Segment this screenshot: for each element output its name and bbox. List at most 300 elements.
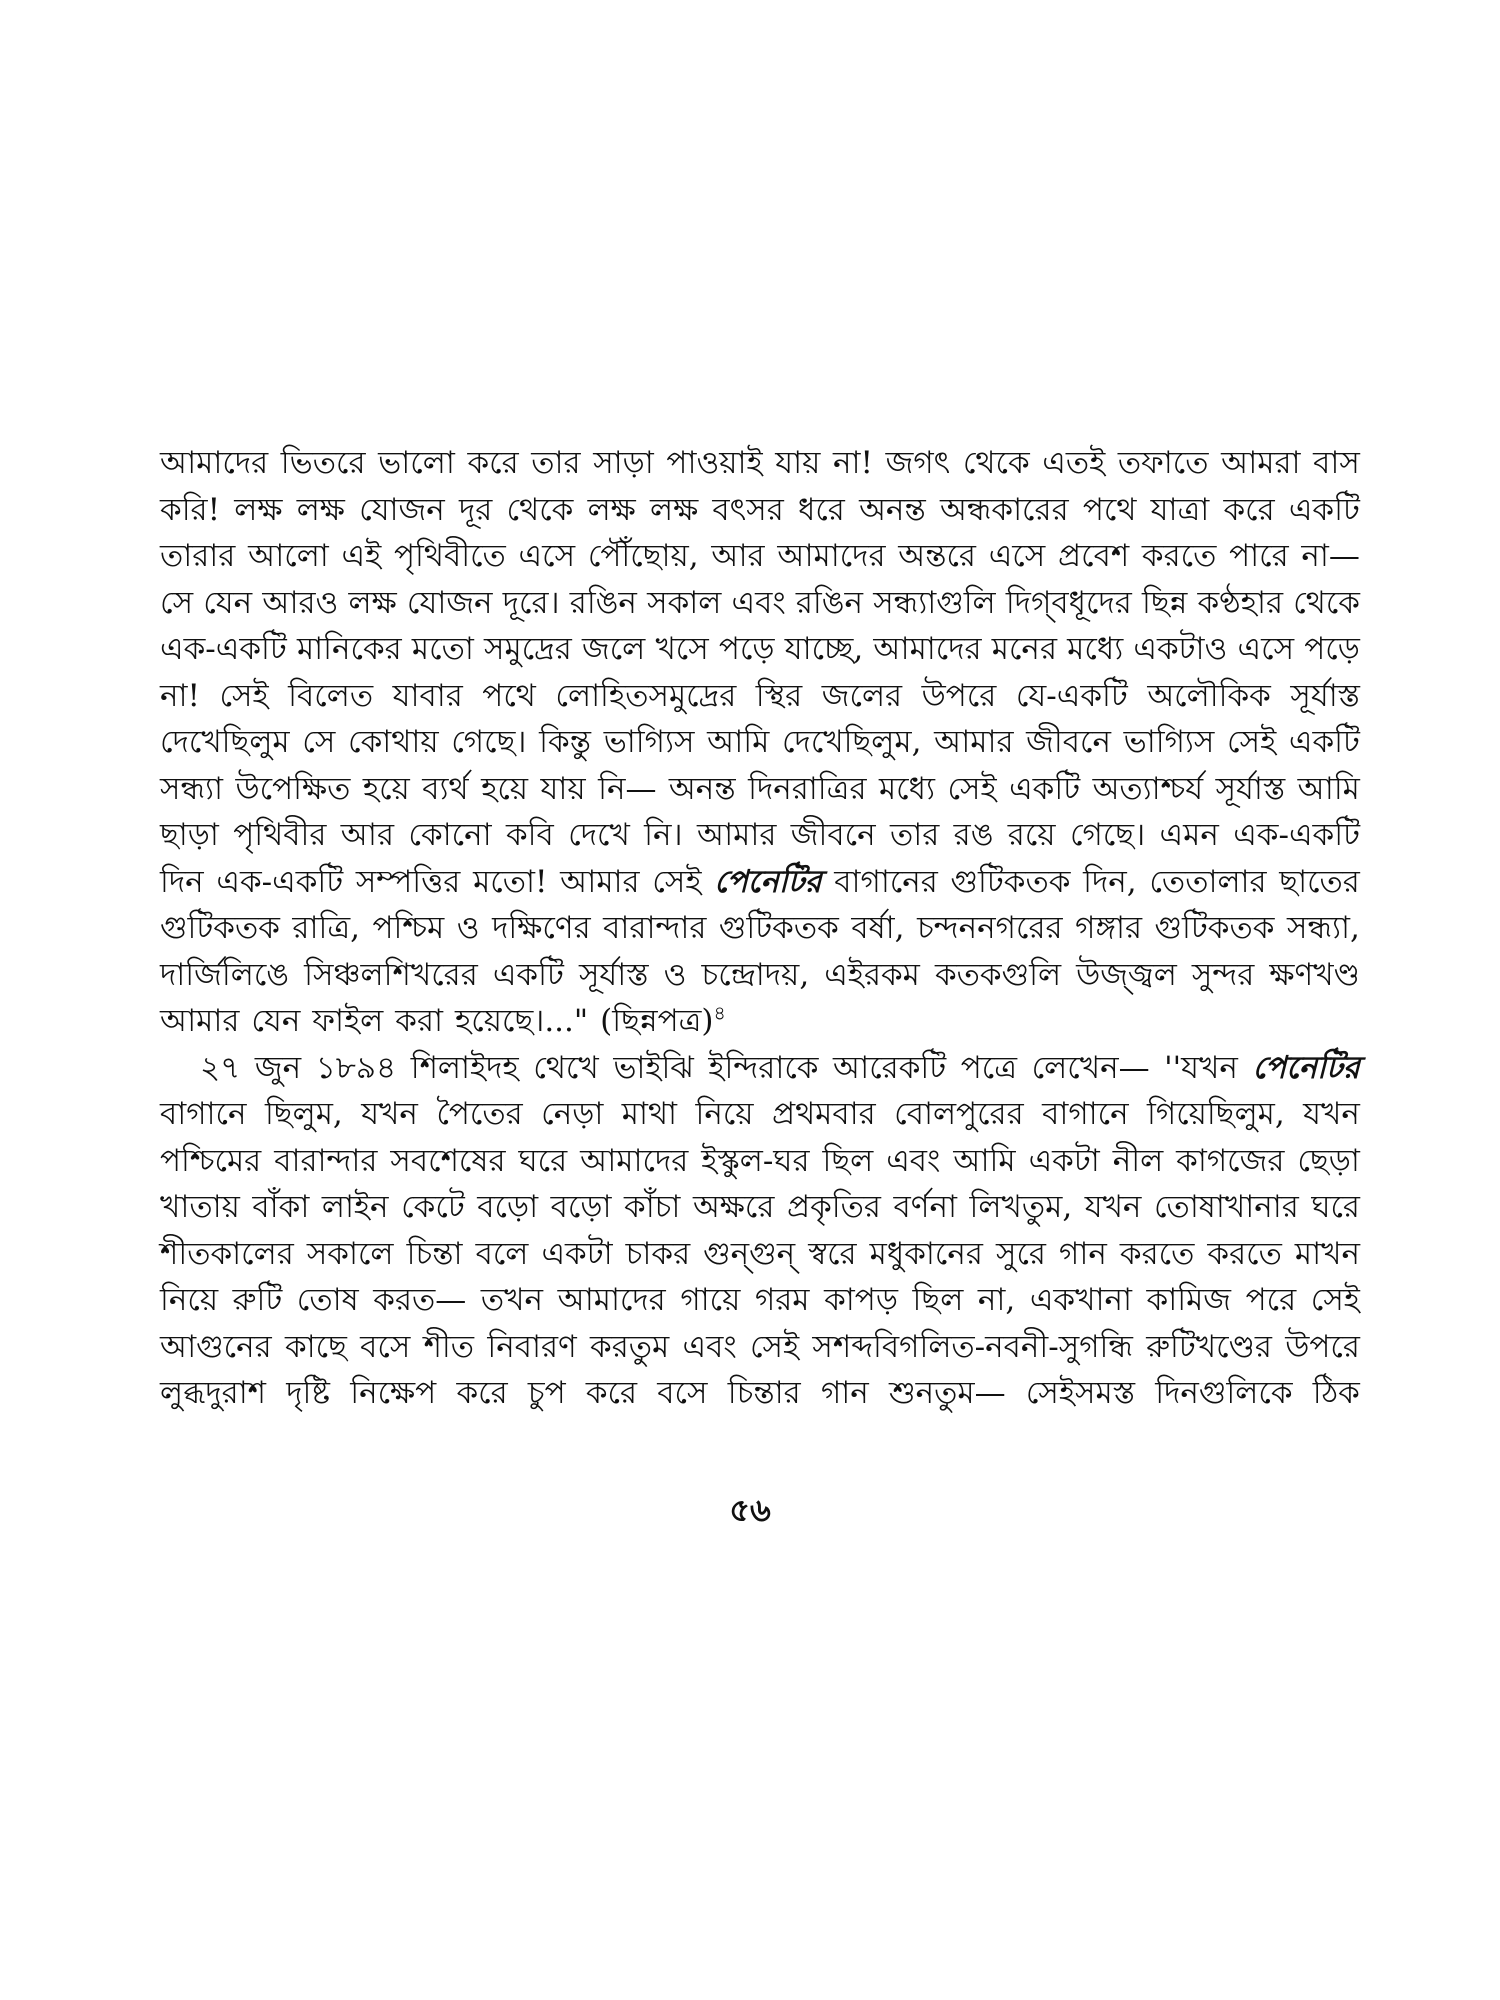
word: সন্ধ্যাগুলি	[873, 584, 996, 621]
word: তফাতে	[1117, 445, 1209, 481]
word: এবং	[731, 584, 786, 621]
word: যেন	[251, 1003, 301, 1039]
word: গুন্‌গুন্	[703, 1235, 796, 1272]
word: পাওয়াই	[666, 445, 763, 481]
word: এইরকম	[824, 956, 920, 993]
word: কেটে	[401, 1189, 465, 1225]
word: কাপড়	[824, 1282, 898, 1318]
word: মতো	[411, 631, 474, 667]
word: করে	[1223, 491, 1275, 528]
text-line	[160, 1138, 1360, 1185]
word: কোনো	[408, 817, 492, 853]
word: এবং	[682, 1328, 737, 1365]
word: ইন্দিরাকে	[708, 1049, 819, 1086]
word: গেছে।	[451, 724, 527, 760]
word: জলে	[581, 631, 646, 667]
word: যে-একটি	[1015, 677, 1128, 714]
word: নিয়ে	[160, 1282, 219, 1318]
word: কামিজ	[1146, 1282, 1232, 1318]
word: রুটি	[232, 1282, 283, 1318]
word: লক্ষ	[234, 491, 283, 528]
word: আরেকটি	[833, 1049, 947, 1086]
word: একটি	[1009, 770, 1081, 807]
word: কাঁচা	[624, 1189, 681, 1225]
word: যায়	[775, 445, 821, 481]
word: দেখেছিলুম,	[781, 724, 922, 760]
word: দূর	[459, 491, 493, 528]
text-line	[160, 626, 1360, 673]
text-line	[160, 905, 1360, 952]
word: থেকে	[1293, 584, 1360, 621]
text-line	[160, 1184, 1360, 1231]
word: বাগানে	[1042, 1096, 1129, 1132]
word: চাকর	[625, 1235, 691, 1272]
word: পরে	[1245, 1282, 1297, 1318]
word: না,	[977, 1282, 1016, 1318]
word: পৃথিবীতে	[393, 538, 506, 574]
text-line	[160, 1231, 1360, 1278]
word: মাখন	[1294, 1235, 1360, 1272]
word: সমুদ্রের	[484, 631, 572, 667]
word: আমি	[707, 724, 770, 760]
word: আমি	[953, 1142, 1016, 1179]
word: ছিলুম,	[264, 1096, 343, 1132]
word: দূরে।	[502, 584, 560, 621]
word: ছিল	[912, 1282, 964, 1318]
word: রুটিখণ্ডের	[1146, 1328, 1272, 1365]
word: ব্যর্থ	[422, 770, 469, 807]
page-number: ৫৬	[729, 1491, 771, 1529]
word: গিয়েছিলুম,	[1147, 1096, 1285, 1132]
word: একটি	[1288, 724, 1360, 760]
word: চুপ	[527, 1375, 566, 1411]
word: কিন্তু	[539, 724, 592, 760]
text-line	[160, 1370, 1360, 1417]
word: লক্ষ	[296, 491, 345, 528]
word: আমার	[160, 1003, 240, 1039]
word: পারে	[1229, 538, 1289, 574]
word: দিনরাত্রির	[748, 770, 867, 807]
word: বাগানের	[834, 863, 938, 900]
word: বসে	[360, 1328, 411, 1365]
word: উজ্জ্বল	[1076, 956, 1177, 993]
text-line	[160, 673, 1360, 720]
word: যোজন	[359, 491, 445, 528]
word: বৎসর	[712, 491, 784, 528]
word: থেকে	[506, 491, 574, 528]
word: রাত্রি,	[292, 910, 360, 946]
word: করি!	[160, 491, 221, 528]
paragraph	[160, 440, 1360, 1045]
word: দিন	[160, 863, 204, 900]
text-line	[160, 812, 1360, 859]
word: জগৎ	[885, 445, 951, 481]
word: সবশেষের	[390, 1142, 506, 1179]
word: বড়ো	[477, 1189, 539, 1225]
word: সেই	[749, 1328, 800, 1365]
word: করতুম	[590, 1328, 670, 1365]
text-line	[160, 533, 1360, 580]
word: পড়ে	[1304, 631, 1360, 667]
word: সেই	[219, 677, 269, 714]
word: মানিকের	[296, 631, 402, 667]
word: আলো	[248, 538, 329, 574]
word: একটি	[1288, 491, 1360, 528]
word: ঠিক	[1312, 1375, 1360, 1411]
word: অন্ধকারের	[939, 491, 1069, 528]
word: আমাদের	[777, 538, 886, 574]
word: এক-একটি	[160, 631, 287, 667]
word: আমাদের	[580, 1142, 689, 1179]
word: গুটিকতক	[718, 910, 839, 946]
word: স্বরে	[808, 1235, 857, 1272]
word: গুটিকতক	[950, 863, 1071, 900]
word: ছাতের	[1279, 863, 1360, 900]
word: পত্রে	[960, 1049, 1018, 1086]
word: বাঁকা	[252, 1189, 310, 1225]
word: সম্পত্তির	[355, 863, 461, 900]
text-line	[160, 1277, 1360, 1324]
word: ধরে	[797, 491, 845, 528]
word: গায়ে	[680, 1282, 741, 1318]
word: আমার	[934, 724, 1014, 760]
word: একটা	[1028, 1142, 1100, 1179]
word: যখন	[361, 1096, 418, 1132]
word: সন্ধ্যা	[160, 770, 224, 807]
word: যাচ্ছে,	[784, 631, 864, 667]
word: একটা	[541, 1235, 613, 1272]
word: রঙিন	[569, 584, 637, 621]
word: কাগজের	[1176, 1142, 1285, 1179]
word: ভিতরে	[280, 445, 366, 481]
word: যখন	[1084, 1189, 1142, 1225]
word: নিক্ষেপ	[350, 1375, 437, 1411]
word: বাস	[1313, 445, 1360, 481]
word: শিলাইদহ	[410, 1049, 519, 1086]
word: রঙ	[953, 817, 994, 853]
word: করে	[456, 1375, 508, 1411]
word: করা	[395, 1003, 443, 1039]
word: উপরে	[1285, 1328, 1360, 1365]
word: ভাগ্যিস	[603, 724, 695, 760]
word: আরও	[262, 584, 339, 621]
word: হয়ে	[481, 770, 529, 807]
word: অলৌকিক	[1147, 677, 1271, 714]
word: বড়ো	[550, 1189, 612, 1225]
word: একটি	[492, 956, 564, 993]
word: উপরে	[921, 677, 997, 714]
text-line	[160, 859, 1360, 906]
word: শীতকালের	[160, 1235, 294, 1272]
word: পেনেটির	[714, 863, 822, 900]
word: অনন্ত	[859, 491, 926, 528]
word: ভালো	[378, 445, 455, 481]
word: আমার	[560, 863, 640, 900]
word: দিনগুলিকে	[1155, 1375, 1293, 1411]
word: ও	[663, 956, 687, 993]
word: উপেক্ষিত	[235, 770, 351, 807]
word: শুনতুম—	[888, 1375, 1006, 1411]
paragraphs-container	[160, 440, 1360, 1417]
word: জুন	[254, 1049, 302, 1086]
word: ছিন্ন	[1141, 584, 1188, 621]
word: যেন	[203, 584, 253, 621]
word: প্রকৃতির	[786, 1189, 881, 1225]
word: রঙিন	[795, 584, 864, 621]
word: করত—	[373, 1282, 467, 1318]
word: লক্ষ	[348, 584, 397, 621]
word: সূর্যাস্ত	[1290, 677, 1360, 714]
word: একটাও	[1133, 631, 1228, 667]
word: নি—	[598, 770, 657, 807]
word: বসে	[657, 1375, 708, 1411]
word: ঘরে	[518, 1142, 568, 1179]
body-text	[160, 440, 1360, 1417]
word: তোষাখানার	[1153, 1189, 1299, 1225]
word: চন্দ্রোদয়,	[701, 956, 810, 993]
word: পৈতের	[436, 1096, 523, 1132]
word: গঙ্গার	[1075, 910, 1143, 946]
word: মধ্যে	[1067, 631, 1124, 667]
word: ছিল	[822, 1142, 874, 1179]
word: গুটিকতক	[160, 910, 280, 946]
word: পৃথিবীর	[233, 817, 327, 853]
word: বলে	[475, 1235, 529, 1272]
word: সকালে	[306, 1235, 394, 1272]
word: বারান্দার	[274, 1142, 378, 1179]
word: তোষ	[296, 1282, 359, 1318]
word: সেই	[1310, 1282, 1360, 1318]
word: কাছে	[284, 1328, 347, 1365]
word: খসে	[655, 631, 709, 667]
word: করে	[467, 445, 519, 481]
word: অত্যাশ্চর্য	[1092, 770, 1204, 807]
word: করতে	[1207, 1235, 1282, 1272]
word: ক্ষণখণ্ড	[1269, 956, 1360, 993]
word: ''যখন	[1164, 1049, 1238, 1086]
word: দেখে	[568, 817, 630, 853]
word: আমার	[697, 817, 777, 853]
text-line	[160, 1045, 1360, 1092]
word: তখন	[480, 1282, 543, 1318]
word: এই	[341, 538, 382, 574]
word: আমরা	[1221, 445, 1301, 481]
word: পশ্চিমের	[160, 1142, 262, 1179]
word: এক-একটি	[1233, 817, 1360, 853]
word: নেড়া	[541, 1096, 604, 1132]
word: ইস্কুল-ঘর	[701, 1142, 810, 1179]
word: সূর্যাস্ত	[578, 956, 649, 993]
word: দৃষ্টি	[286, 1375, 330, 1411]
word: গরম	[754, 1282, 810, 1318]
word: পৌঁছোয়,	[587, 538, 699, 574]
word: প্রথমবার	[771, 1096, 876, 1132]
word: সেই	[652, 863, 702, 900]
word: লিখতুম,	[969, 1189, 1073, 1225]
word: এমন	[1159, 817, 1219, 853]
word: তার	[531, 445, 581, 481]
word: অক্ষরে	[692, 1189, 775, 1225]
word: স্থির	[755, 677, 803, 714]
word: দক্ষিণের	[492, 910, 591, 946]
word: লোহিতসমুদ্রের	[555, 677, 737, 714]
text-line	[160, 580, 1360, 627]
word: ভাগ্যিস	[1123, 724, 1215, 760]
word: লক্ষ	[587, 491, 636, 528]
text-line	[160, 1091, 1360, 1138]
text-line	[160, 719, 1360, 766]
word: না—	[1301, 538, 1360, 574]
word: দিগ্‌বধূদের	[1005, 584, 1132, 621]
word: পড়ে	[718, 631, 775, 667]
word: নিয়ে	[695, 1096, 754, 1132]
word: যাবার	[392, 677, 463, 714]
text-line	[160, 952, 1360, 999]
word: বাগানে	[160, 1096, 247, 1132]
word: পশ্চিম	[372, 910, 445, 946]
word: গেছে।	[1069, 817, 1146, 853]
word: তার	[889, 817, 940, 853]
word: আর	[711, 538, 765, 574]
text-line	[160, 487, 1360, 534]
word: গুটিকতক	[1154, 910, 1275, 946]
word: দেখেছিলুম	[160, 724, 290, 760]
word: চন্দননগরের	[917, 910, 1063, 946]
word: পথে	[1082, 491, 1137, 528]
word: করে	[585, 1375, 638, 1411]
word: সূর্যাস্ত	[1215, 770, 1286, 807]
footnote-marker: ৪	[713, 1002, 726, 1025]
word: যাত্রা	[1150, 491, 1210, 528]
word: যায়	[540, 770, 586, 807]
word: মাথা	[621, 1096, 678, 1132]
word: যোজন	[406, 584, 493, 621]
word: তেতালার	[1149, 863, 1267, 900]
word: সেই	[1227, 724, 1277, 760]
paragraph	[160, 1045, 1360, 1417]
word: সকাল	[647, 584, 722, 621]
word: লুব্ধদুরাশ	[160, 1375, 267, 1411]
word: হয়ে	[362, 770, 410, 807]
word: সুন্দর	[1191, 956, 1255, 993]
word: এবং	[886, 1142, 941, 1179]
word: একখানা	[1029, 1282, 1132, 1318]
word: এসে	[518, 538, 576, 574]
word: ২৭	[200, 1049, 241, 1086]
word: লক্ষ	[649, 491, 699, 528]
word: না!	[833, 445, 873, 481]
word: ছাড়া	[160, 817, 219, 853]
word: নীল	[1112, 1142, 1164, 1179]
word: মধুকানের	[869, 1235, 983, 1272]
text-line	[160, 440, 1360, 487]
word: হয়েছে।..."	[454, 1003, 589, 1039]
word: নি।	[644, 817, 683, 853]
word: বিলেত	[288, 677, 374, 714]
word: ও	[456, 910, 480, 946]
word: সে	[160, 584, 194, 621]
word: গান	[820, 1375, 869, 1411]
word: দিন,	[1083, 863, 1137, 900]
word: ছেড়া	[1297, 1142, 1360, 1179]
word: চিন্তা	[406, 1235, 463, 1272]
word: থেখে	[533, 1049, 599, 1086]
word: বর্ষা,	[851, 910, 905, 946]
word: বোলপুরের	[894, 1096, 1024, 1132]
word: কোথায়	[348, 724, 439, 760]
word: লাইন	[321, 1189, 389, 1225]
word: আমাদের	[160, 445, 269, 481]
text-line	[160, 998, 1360, 1045]
text-line	[160, 766, 1360, 813]
word: দার্জিলিঙে	[160, 956, 290, 993]
word: শীত	[423, 1328, 475, 1365]
word: সুরে	[995, 1235, 1046, 1272]
word: আমাদের	[873, 631, 982, 667]
word: মধ্যে	[878, 770, 935, 807]
word: না!	[160, 677, 200, 714]
word: বর্ণনা	[893, 1189, 957, 1225]
word: অন্তরে	[898, 538, 976, 574]
word: কণ্ঠহার	[1197, 584, 1284, 621]
word: থেকে	[962, 445, 1030, 481]
word: খাতায়	[160, 1189, 240, 1225]
word: ১৮৯৪	[315, 1049, 397, 1086]
text-line	[160, 1324, 1360, 1371]
word: যখন	[1303, 1096, 1360, 1132]
word: রয়ে	[1007, 817, 1056, 853]
word: ঘরে	[1311, 1189, 1360, 1225]
word: কবি	[505, 817, 554, 853]
word: এসে	[988, 538, 1046, 574]
word: করতে	[1119, 1235, 1195, 1272]
word: প্রবেশ	[1057, 538, 1130, 574]
word: সেইসমস্ত	[1025, 1375, 1136, 1411]
word: ভাইঝি	[613, 1049, 694, 1086]
word: আমাদের	[557, 1282, 666, 1318]
word: এসে	[1237, 631, 1295, 667]
word: আগুনের	[160, 1328, 272, 1365]
word: চিন্তার	[727, 1375, 801, 1411]
word: কতকগুলি	[934, 956, 1062, 993]
word: ফাইল	[312, 1003, 384, 1039]
word: এতই	[1042, 445, 1106, 481]
word: মতো!	[473, 863, 548, 900]
word: জলের	[821, 677, 903, 714]
word: নিবারণ	[487, 1328, 577, 1365]
word: এক-একটি	[216, 863, 344, 900]
word: আমি	[1297, 770, 1360, 807]
word: বারান্দার	[603, 910, 707, 946]
word: সিঞ্চলশিখরের	[304, 956, 478, 993]
word: সন্ধ্যা,	[1286, 910, 1360, 946]
word: জীবনে	[790, 817, 876, 853]
word: গান	[1059, 1235, 1107, 1272]
word: সশব্দবিগলিত-নবনী-সুগন্ধি	[812, 1328, 1133, 1365]
word: (ছিন্নপত্র)$^৪$	[600, 1002, 726, 1039]
word: পথে	[482, 677, 536, 714]
word: লেখেন—	[1031, 1049, 1150, 1086]
word: পেনেটির	[1252, 1049, 1360, 1086]
word: অনন্ত	[668, 770, 736, 807]
word: তারার	[160, 538, 236, 574]
word: সে	[302, 724, 336, 760]
word: জীবনে	[1026, 724, 1111, 760]
word: করতে	[1141, 538, 1217, 574]
word: সাড়া	[593, 445, 654, 481]
word: আর	[340, 817, 395, 853]
word: সেই	[947, 770, 997, 807]
